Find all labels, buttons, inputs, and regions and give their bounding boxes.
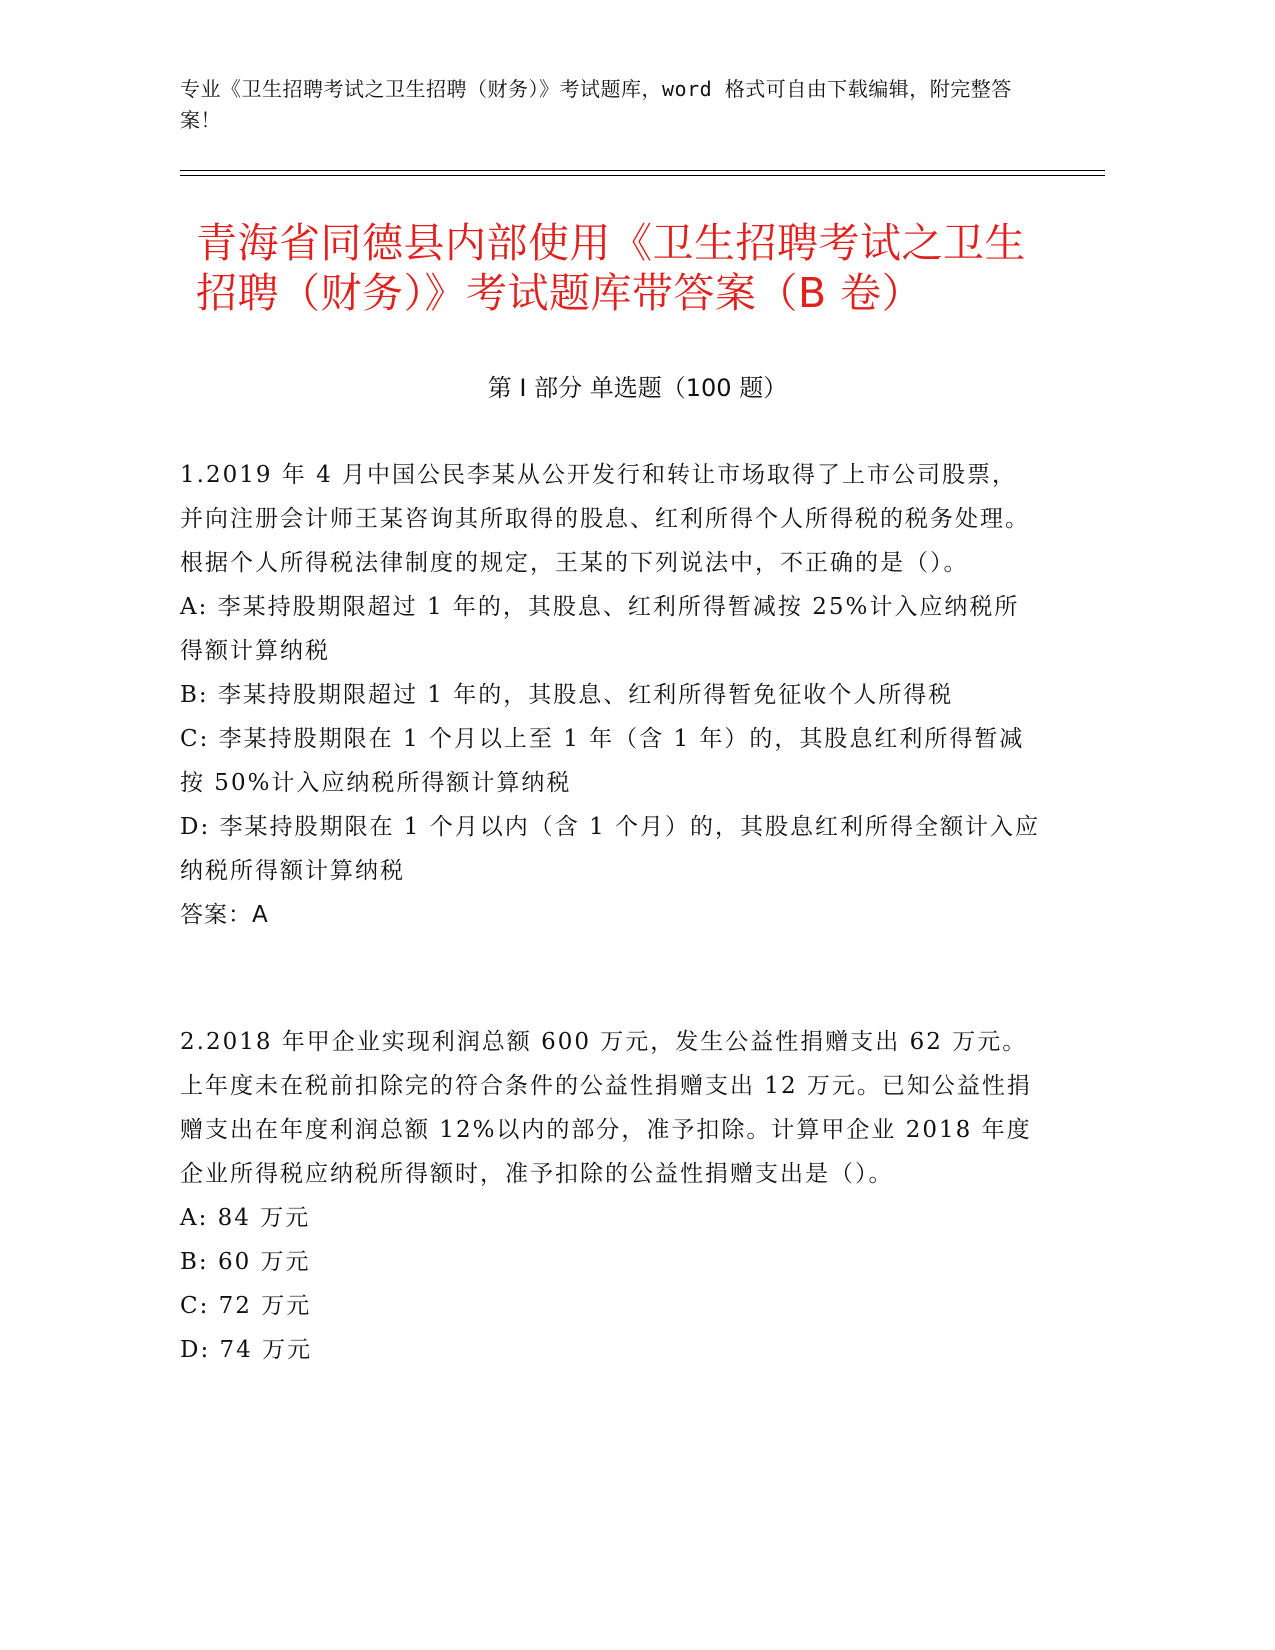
option-c: C: 72 万元: [180, 1293, 312, 1319]
option-d: D: 李某持股期限在 1 个月以内（含 1 个月）的，其股息红利所得全额计入应纳税所得额计算纳税: [180, 814, 1041, 884]
question-stem: 1.2019 年 4 月中国公民李某从公开发行和转让市场取得了上市公司股票，并向注册会计师王某咨询其所取得的股息、红利所得个人所得税的税务处理。根据个人所得税法律制度的规定，王某的下列说法中，不正确的是（）。: [180, 462, 1030, 576]
header-note: 专业《卫生招聘考试之卫生招聘（财务）》考试题库，word 格式可自由下载编辑，附完整答案！: [180, 77, 1012, 132]
option-b: B: 60 万元: [180, 1249, 311, 1275]
option-a: A: 李某持股期限超过 1 年的，其股息、红利所得暂减按 25%计入应纳税所得额计算纳税: [180, 594, 1020, 664]
option-a: A: 84 万元: [180, 1205, 311, 1231]
document-title: 青海省同德县内部使用《卫生招聘考试之卫生招聘（财务）》考试题库带答案（B 卷）: [196, 219, 1026, 317]
question-1: [180, 453, 1040, 937]
option-c: C: 李某持股期限在 1 个月以上至 1 年（含 1 年）的，其股息红利所得暂减按 50%计入应纳税所得额计算纳税: [180, 726, 1025, 796]
answer-line: 答案：A: [180, 902, 269, 928]
option-b: B: 李某持股期限超过 1 年的，其股息、红利所得暂免征收个人所得税: [180, 682, 954, 708]
question-2: [180, 1020, 1040, 1372]
header-divider-top: [180, 170, 1105, 171]
option-d: D: 74 万元: [180, 1337, 313, 1363]
header-divider-bottom: [180, 175, 1105, 176]
question-stem: 2.2018 年甲企业实现利润总额 600 万元，发生公益性捐赠支出 62 万元。上年度未在税前扣除完的符合条件的公益性捐赠支出 12 万元。已知公益性捐赠支出在年度利润总额 12%以内的部分，准予扣除。计算甲企业 2018 年度企业所得税应纳税所得额时，准予扣除的公益性捐赠支出是（）。: [180, 1029, 1032, 1187]
section-heading: 第 I 部分 单选题（100 题）: [487, 374, 788, 402]
